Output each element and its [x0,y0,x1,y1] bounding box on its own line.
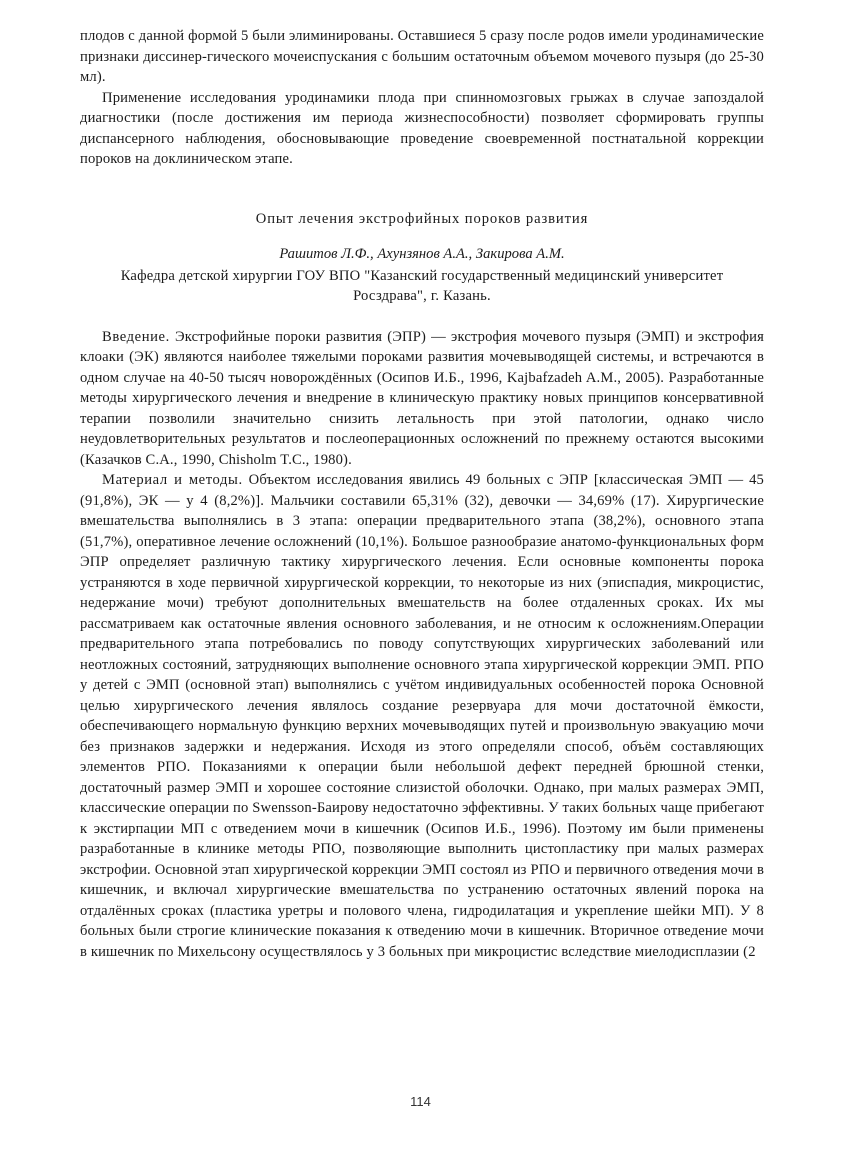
introduction-paragraph [80,327,764,471]
introduction-text: Экстрофийные пороки развития (ЭПР) — экстрофия мочевого пузыря (ЭМП) и экстрофия клоаки (ЭК) являются наиболее тяжелыми пороками развития мочевыводящей системы, и встречаются в одном случае на 40-50 тысяч новорождённых (Осипов И.Б., 1996, Kajbafzadeh A.M., 2005). Разработанные методы хирургического лечения и внедрение в клиническую практику новых принципов консервативной терапии позволили значительно снизить летальность при этой патологии, однако число неудовлетворительных результатов и послеоперационных осложнений по прежнему остаются высокими (Казачков С.А., 1990, Chisholm T.C., 1980). [80,328,764,468]
intro-continuation-paragraph-1: плодов с данной формой 5 были элиминированы. Оставшиеся 5 сразу после родов имели уродинамические признаки диссинер-гического мочеиспускания с большим остаточным объемом мочевого пузыря (до 25-30 мл). [80,28,764,85]
methods-heading: Материал и методы. [102,472,243,488]
article-affiliation: Кафедра детской хирургии ГОУ ВПО "Казанский государственный медицинский университет Росздрава", г. Казань. [120,267,724,304]
intro-continuation-paragraph-2: Применение исследования уродинамики плода при спинномозговых грыжах в случае запоздалой диагностики (после достижения им периода жизнеспособности) позволяет сформировать группы диспансерного наблюдения, обосновывающие проведение своевременной постнатальной коррекции пороков на доклиническом этапе. [80,89,764,167]
introduction-heading: Введение. [102,328,170,345]
methods-text: Объектом исследования явились 49 больных с ЭПР [классическая ЭМП — 45 (91,8%), ЭК — у 4 (8,2%)]. Мальчики составили 65,31% (32), девочки — 34,69% (17). Хирургические вмешательства выполнялись в 3 этапа: операции предварительного этапа (38,2%), основного этапа (51,7%), оперативное лечение осложнений (10,1%). Большое разнообразие анатомо-функциональных форм ЭПР определяет различную тактику хирургического лечения. Если основные компоненты порока устраняются в ходе первичной хирургической коррекции, то некоторые из них (эписпадия, микроцистис, недержание мочи) требуют дополнительных вмешательств на более отдаленных сроках. Их мы рассматриваем как остаточные явления основного заболевания, и не относим к осложнениям.Операции предварительного этапа потребовались по поводу сопутствующих хирургических заболеваний или неотложных состояний, затрудняющих выполнение основного этапа хирургической коррекции ЭМП. РПО у детей с ЭМП (основной этап) выполнялись с учётом индивидуальных особенностей порока Основной целью хирургического лечения являлось создание резервуара для мочи достаточной ёмкости, обеспечивающего нормальную функцию верхних мочевыводящих путей и произвольную эвакуацию мочи без признаков задержки и недержания. Исходя из этого определяли способ, объём составляющих элементов РПО. Показаниями к операции были небольшой дефект передней брюшной стенки, достаточный размер ЭМП и хорошее состояние слизистой оболочки. Однако, при малых размерах ЭМП, классические операции по Swensson-Баирову недостаточно эффективны. У таких больных чаще прибегают к экстирпации МП с отведением мочи в кишечник (Осипов И.Б., 1996). Поэтому им были применены разработанные в клинике методы РПО, позволяющие выполнить цистопластику при малых размерах экстрофии. Основной этап хирургической коррекции ЭМП состоял из РПО и первичного отведения мочи в кишечник, и включал хирургические вмешательства по устранению остаточных явлений порока на отдалённых сроках (пластика уретры и полового члена, гидродилатация и укрепление шейки МП). У 8 больных были строгие клинические показания к отведению мочи в кишечник. Вторичное отведение мочи в кишечник по Михельсону осуществлялось у 3 больных при микроцистис вследствие миелодисплазии (2 [80,472,765,960]
methods-paragraph [80,470,764,962]
document-page [80,26,764,962]
page-number: 114 [410,1094,431,1109]
article-authors: Рашитов Л.Ф., Ахунзянов А.А., Закирова А.М. [279,245,565,262]
article-title: Опыт лечения экстрофийных пороков развития [255,210,589,227]
